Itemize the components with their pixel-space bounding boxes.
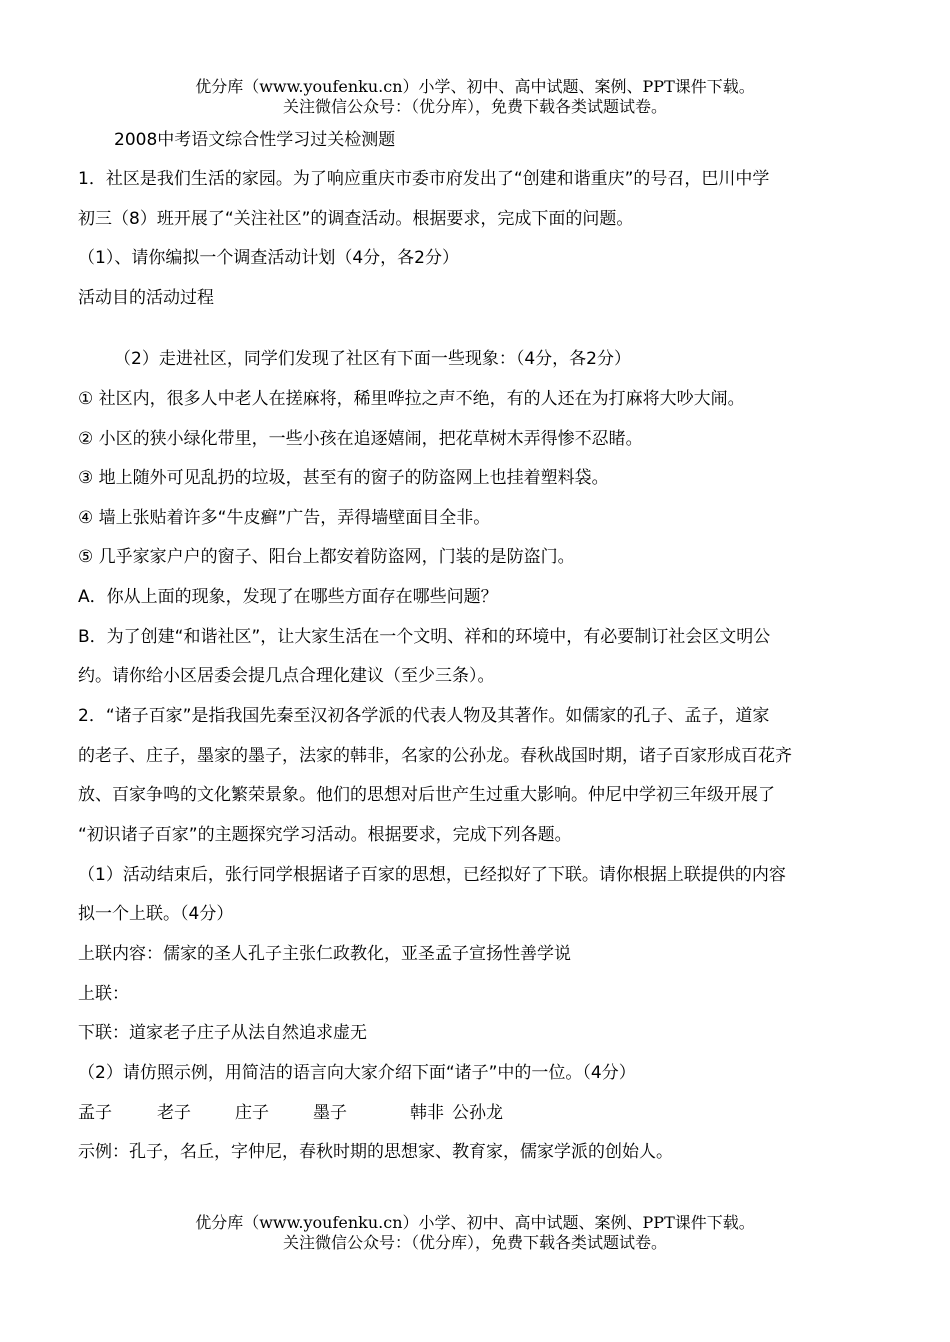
thinker-2: 老子 — [157, 1103, 191, 1123]
phenomenon-4: ④ 墙上张贴着许多“牛皮癣”广告，弄得墙壁面目全非。 — [78, 508, 491, 528]
header-line-1: 优分库（www.youfenku.cn）小学、初中、高中试题、案例、PPT课件下载。 — [195, 77, 755, 96]
q2-stem-line-4: “初识诸子百家”的主题探究学习活动。根据要求，完成下列各题。 — [78, 825, 572, 845]
q2-example: 示例：孔子，名丘，字仲尼，春秋时期的思想家、教育家，儒家学派的创始人。 — [78, 1142, 673, 1162]
thinker-5: 韩非 — [410, 1103, 444, 1123]
page-title: 2008中考语文综合性学习过关检测题 — [114, 130, 396, 150]
q1-part-1: （1）、请你编拟一个调查活动计划（4分，各2分） — [78, 248, 459, 268]
q1-stem-line-2: 初三（8）班开展了“关注社区”的调查活动。根据要求，完成下面的问题。 — [78, 209, 634, 229]
q1-question-a: A．你从上面的现象，发现了在哪些方面存在哪些问题？ — [78, 587, 498, 607]
footer-line-1: 优分库（www.youfenku.cn）小学、初中、高中试题、案例、PPT课件下载。 — [195, 1213, 755, 1232]
phenomenon-3: ③ 地上随外可见乱扔的垃圾，甚至有的窗子的防盗网上也挂着塑料袋。 — [78, 468, 609, 488]
q1-question-b-line-1: B．为了创建“和谐社区”，让大家生活在一个文明、祥和的环境中，有必要制订社会区文明公 — [78, 627, 771, 647]
thinker-6: 公孙龙 — [452, 1103, 503, 1123]
q1-question-b-line-2: 约。请你给小区居委会提几点合理化建议（至少三条）。 — [78, 666, 495, 686]
thinker-3: 庄子 — [235, 1103, 269, 1123]
phenomenon-1: ① 社区内，很多人中老人在搓麻将，稀里哗拉之声不绝，有的人还在为打麻将大吵大闹。 — [78, 389, 745, 409]
phenomenon-2: ② 小区的狭小绿化带里，一些小孩在追逐嬉闹，把花草树木弄得惨不忍睹。 — [78, 429, 643, 449]
phenomenon-5: ⑤ 几乎家家户户的窗子、阳台上都安着防盗网，门装的是防盗门。 — [78, 547, 575, 567]
q1-part-1-fields: 活动目的活动过程 — [78, 288, 214, 308]
q2-stem-line-1: 2．“诸子百家”是指我国先秦至汉初各学派的代表人物及其著作。如儒家的孔子、孟子，道家 — [78, 706, 770, 726]
thinker-4: 墨子 — [313, 1103, 347, 1123]
q2-part-1-line-1: （1）活动结束后，张行同学根据诸子百家的思想，已经拟好了下联。请你根据上联提供的内容 — [78, 865, 786, 885]
q1-stem-line-1: 1．社区是我们生活的家园。为了响应重庆市委市府发出了“创建和谐重庆”的号召，巴川中学 — [78, 169, 770, 189]
q2-part-1-line-2: 拟一个上联。（4分） — [78, 904, 234, 924]
upper-couplet-label: 上联： — [78, 984, 129, 1004]
upper-couplet-content: 上联内容：儒家的圣人孔子主张仁政教化，亚圣孟子宣扬性善学说 — [78, 944, 571, 964]
footer-line-2: 关注微信公众号：（优分库），免费下载各类试题试卷。 — [282, 1233, 667, 1252]
q2-stem-line-2: 的老子、庄子，墨家的墨子，法家的韩非，名家的公孙龙。春秋战国时期，诸子百家形成百花齐 — [78, 746, 792, 766]
thinker-1: 孟子 — [78, 1103, 112, 1123]
header-line-2: 关注微信公众号：（优分库），免费下载各类试题试卷。 — [282, 97, 667, 116]
q1-part-2: （2）走进社区，同学们发现了社区有下面一些现象：（4分，各2分） — [114, 349, 631, 369]
q2-stem-line-3: 放、百家争鸣的文化繁荣景象。他们的思想对后世产生过重大影响。仲尼中学初三年级开展了 — [78, 785, 775, 805]
lower-couplet: 下联：道家老子庄子从法自然追求虚无 — [78, 1023, 367, 1043]
q2-part-2: （2）请仿照示例，用简洁的语言向大家介绍下面“诸子”中的一位。（4分） — [78, 1063, 636, 1083]
